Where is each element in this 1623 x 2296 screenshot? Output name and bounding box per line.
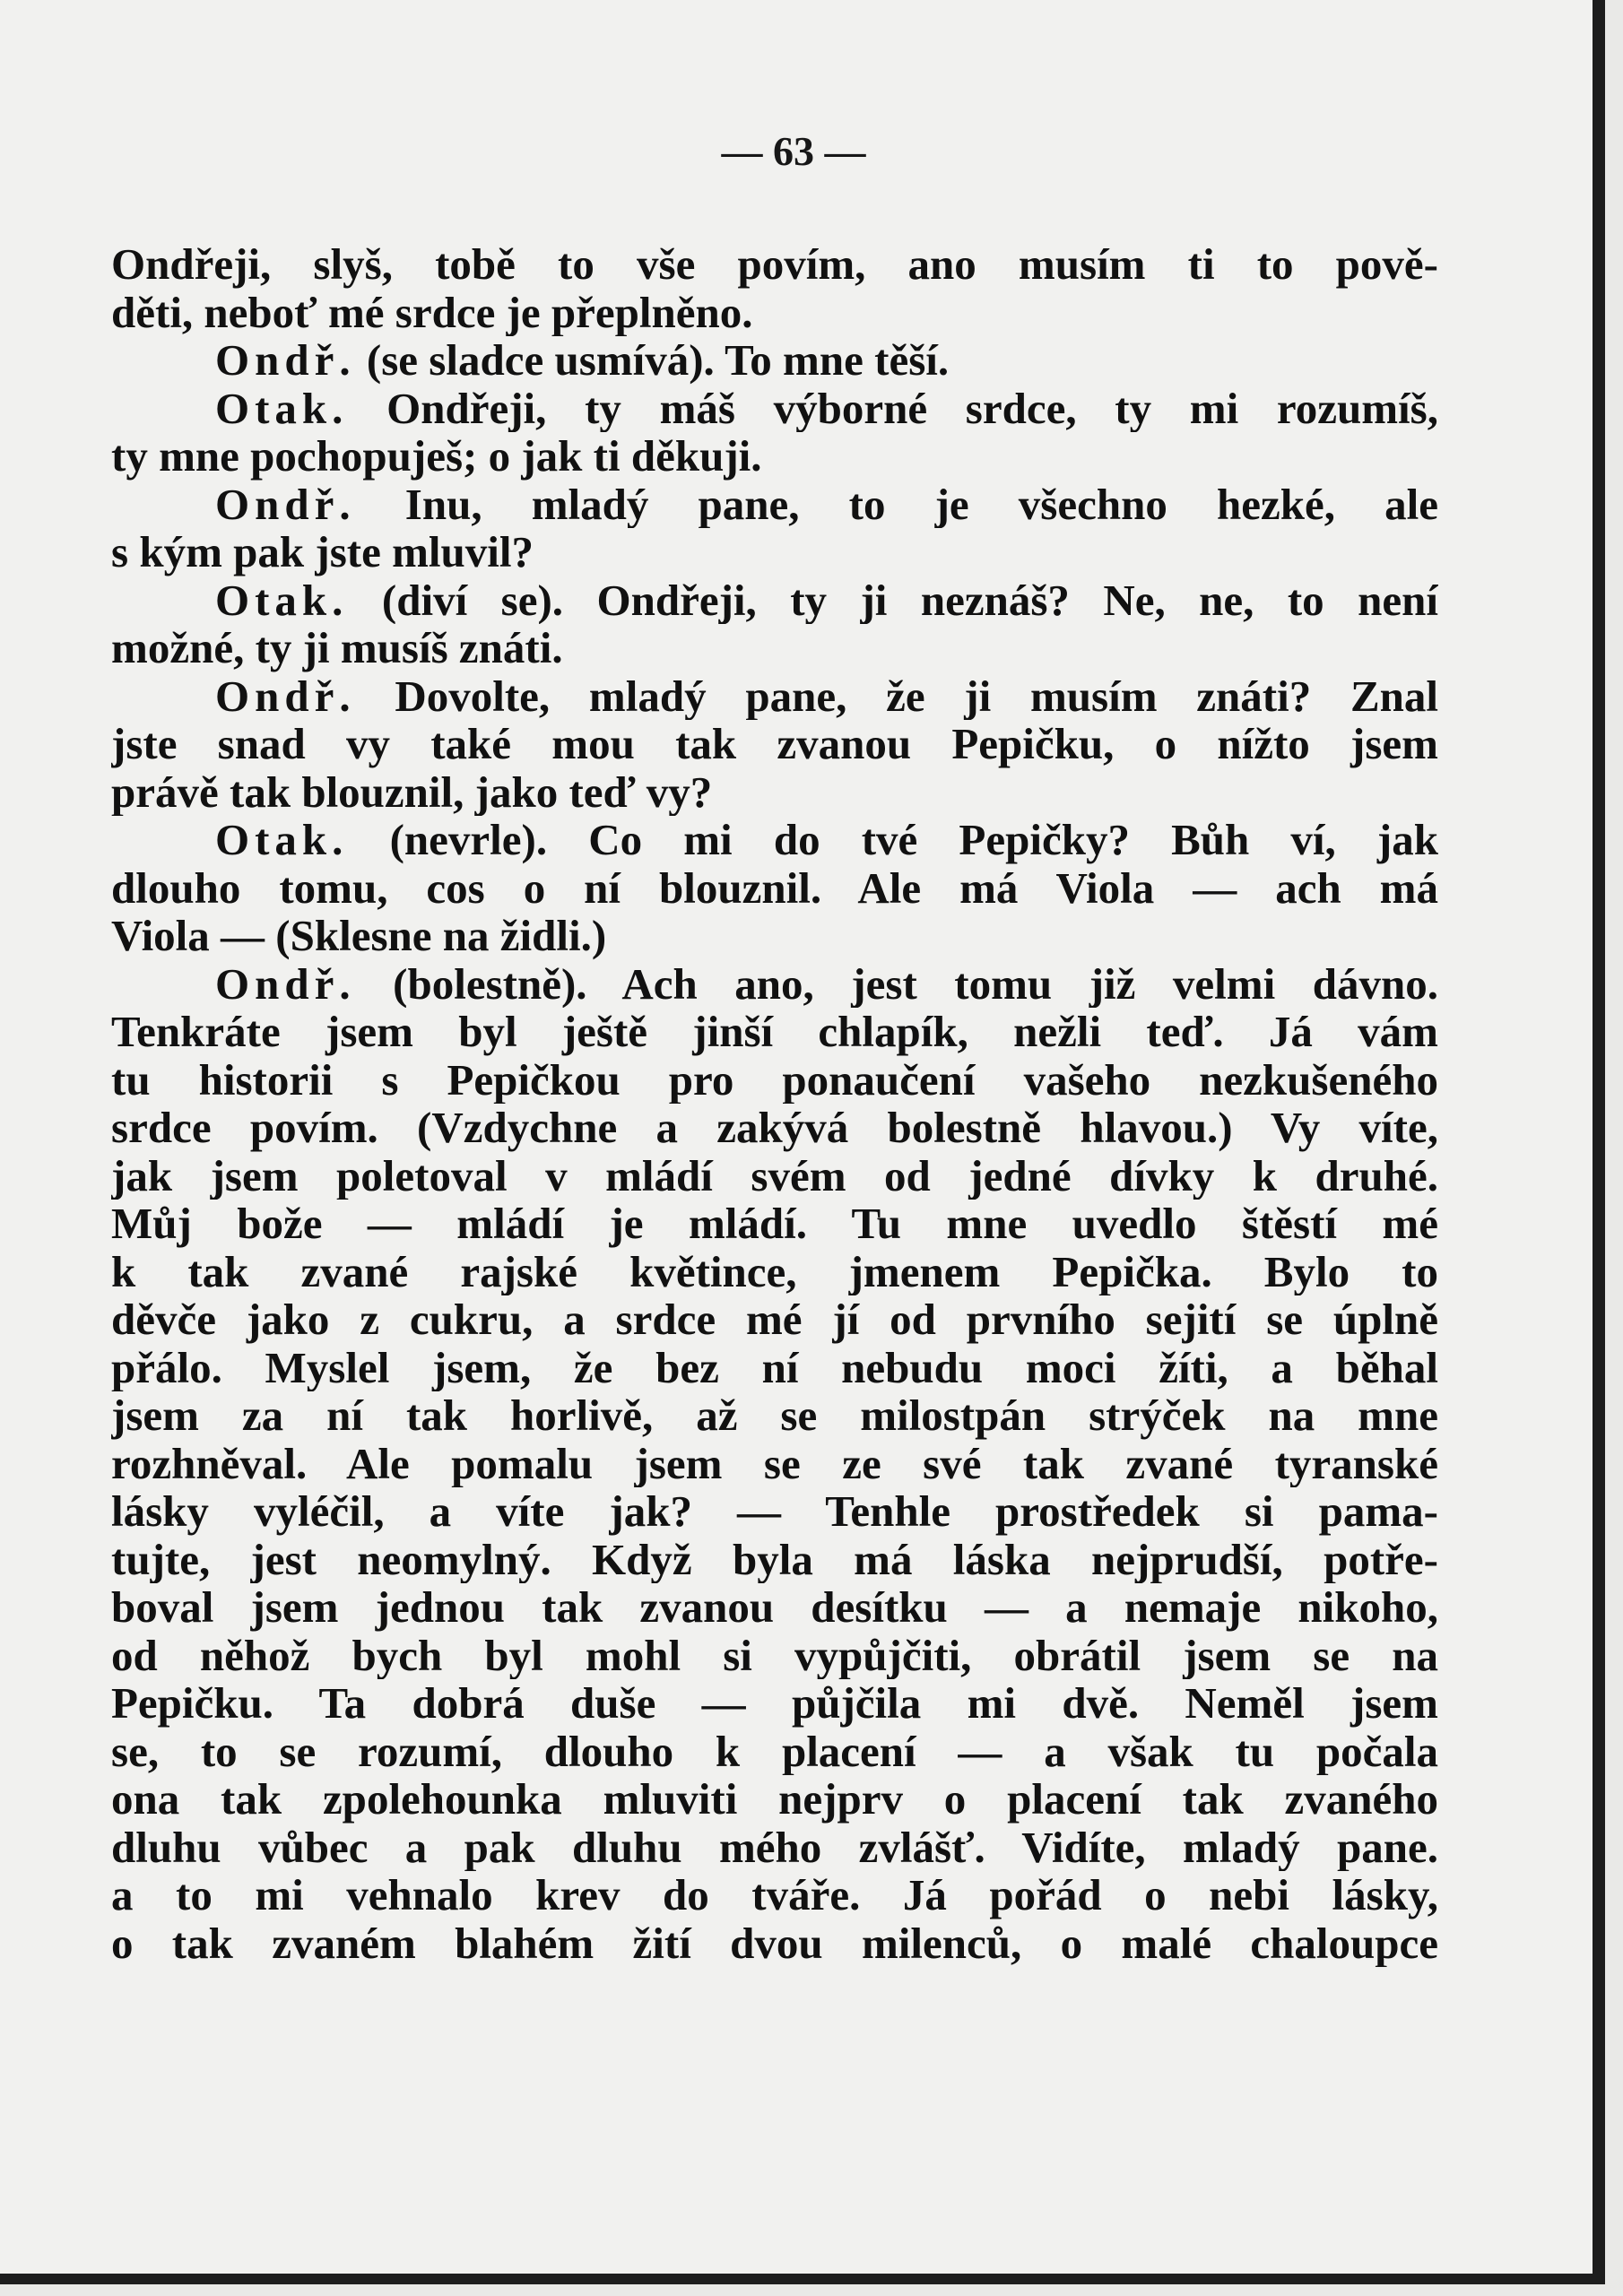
line-text: Ondřeji, ty máš výborné srdce, ty mi rozumíš, xyxy=(348,384,1438,432)
text-line xyxy=(111,1919,1438,1968)
line-text: Ondřeji, slyš, tobě to vše povím, ano musím ti to pově- xyxy=(111,240,1438,289)
speaker-name: Otak. xyxy=(215,576,349,624)
line-text: právě tak blouznil, jako teď vy? xyxy=(111,767,713,816)
line-text: dlouho tomu, cos o ní blouznil. Ale má Viola — ach má xyxy=(111,863,1438,912)
text-line xyxy=(111,1152,1438,1200)
line-text: Dovolte, mladý pane, že ji musím znáti? Znal xyxy=(355,671,1438,720)
line-text: boval jsem jednou tak zvanou desítku — a nemaje nikoho, xyxy=(111,1583,1438,1632)
text-line xyxy=(111,864,1438,913)
text-line xyxy=(111,912,1438,960)
line-text: (se sladce usmívá). To mne těší. xyxy=(355,336,950,385)
speaker-name: Ondř. xyxy=(215,480,356,528)
text-line xyxy=(111,1344,1438,1392)
line-text: jsem za ní tak horlivě, až se milostpán strýček na mne xyxy=(111,1391,1438,1440)
text-line xyxy=(111,336,1438,385)
text-line xyxy=(111,672,1438,721)
text-line xyxy=(111,960,1438,1009)
speaker-name: Ondř. xyxy=(215,671,356,720)
line-text: od něhož bych byl mohl si vypůjčiti, obrátil jsem se na xyxy=(111,1631,1438,1679)
line-text: o tak zvaném blahém žití dvou milenců, o malé chaloupce xyxy=(111,1919,1438,1967)
line-text: tu historii s Pepičkou pro ponaučení vašeho nezkušeného xyxy=(111,1055,1438,1104)
text-line xyxy=(111,385,1438,433)
text-line xyxy=(111,1440,1438,1488)
text-line xyxy=(111,624,1438,672)
text-line xyxy=(111,1632,1438,1680)
text-line xyxy=(111,1200,1438,1248)
line-text: Pepičku. Ta dobrá duše — půjčila mi dvě. Neměl jsem xyxy=(111,1679,1438,1728)
text-line xyxy=(111,1728,1438,1776)
line-text: ona tak zpolehounka mluviti nejprv o placení tak zvaného xyxy=(111,1775,1438,1824)
line-text: děvče jako z cukru, a srdce mé jí od prvního sejití se úplně xyxy=(111,1295,1438,1344)
text-line xyxy=(111,1824,1438,1872)
text-line xyxy=(111,768,1438,817)
line-text: jak jsem poletoval v mládí svém od jedné dívky k druhé. xyxy=(111,1151,1438,1200)
text-line xyxy=(111,481,1438,529)
text-line xyxy=(111,576,1438,625)
dialogue-text-block xyxy=(111,240,1438,1967)
text-line xyxy=(111,1775,1438,1824)
text-line xyxy=(111,1679,1438,1728)
text-line xyxy=(111,720,1438,768)
line-text: srdce povím. (Vzdychne a zakývá bolestně hlavou.) Vy víte, xyxy=(111,1104,1438,1152)
line-text: Viola — (Sklesne na židli.) xyxy=(111,912,607,960)
text-line xyxy=(111,432,1438,481)
text-line xyxy=(111,816,1438,864)
line-text: Inu, mladý pane, to je všechno hezké, ale xyxy=(355,480,1438,528)
line-text: (diví se). Ondřeji, ty ji neznáš? Ne, ne, to není xyxy=(348,576,1438,624)
text-line xyxy=(111,289,1438,337)
line-text: Tenkráte jsem byl ještě jinší chlapík, nežli teď. Já vám xyxy=(111,1008,1438,1056)
text-line xyxy=(111,1487,1438,1536)
line-text: (nevrle). Co mi do tvé Pepičky? Bůh ví, jak xyxy=(348,816,1438,864)
line-text: se, to se rozumí, dlouho k placení — a však tu počala xyxy=(111,1727,1438,1775)
text-line xyxy=(111,1295,1438,1344)
line-text: rozhněval. Ale pomalu jsem se ze své tak zvané tyranské xyxy=(111,1439,1438,1487)
text-line xyxy=(111,1871,1438,1919)
text-line xyxy=(111,1104,1438,1152)
text-line xyxy=(111,1536,1438,1584)
speaker-name: Ondř. xyxy=(215,336,356,385)
speaker-name: Otak. xyxy=(215,816,349,864)
text-line xyxy=(111,528,1438,576)
line-text: Můj bože — mládí je mládí. Tu mne uvedlo štěstí mé xyxy=(111,1200,1438,1248)
speaker-name: Ondř. xyxy=(215,959,356,1008)
text-line xyxy=(111,1056,1438,1105)
line-text: dluhu vůbec a pak dluhu mého zvlášť. Vidíte, mladý pane. xyxy=(111,1823,1438,1871)
line-text: tujte, jest neomylný. Když byla má láska nejprudší, potře- xyxy=(111,1535,1438,1583)
line-text: přálo. Myslel jsem, že bez ní nebudu moci žíti, a běhal xyxy=(111,1343,1438,1391)
line-text: děti, neboť mé srdce je přeplněno. xyxy=(111,288,753,336)
line-text: možné, ty ji musíš znáti. xyxy=(111,624,563,672)
text-line xyxy=(111,1248,1438,1296)
page-number: — 63 — xyxy=(721,128,866,174)
text-line xyxy=(111,1583,1438,1632)
line-text: s kým pak jste mluvil? xyxy=(111,528,534,576)
speaker-name: Otak. xyxy=(215,384,349,432)
line-text: lásky vyléčil, a víte jak? — Tenhle prostředek si pama- xyxy=(111,1487,1438,1536)
text-line xyxy=(111,240,1438,289)
line-text: jste snad vy také mou tak zvanou Pepičku, o nížto jsem xyxy=(111,720,1438,768)
text-line xyxy=(111,1391,1438,1440)
line-text: ty mne pochopuješ; o jak ti děkuji. xyxy=(111,432,762,481)
text-line xyxy=(111,1008,1438,1056)
line-text: (bolestně). Ach ano, jest tomu již velmi dávno. xyxy=(355,959,1438,1008)
line-text: k tak zvané rajské květince, jmenem Pepička. Bylo to xyxy=(111,1247,1438,1295)
line-text: a to mi vehnalo krev do tváře. Já pořád o nebi lásky, xyxy=(111,1871,1438,1919)
